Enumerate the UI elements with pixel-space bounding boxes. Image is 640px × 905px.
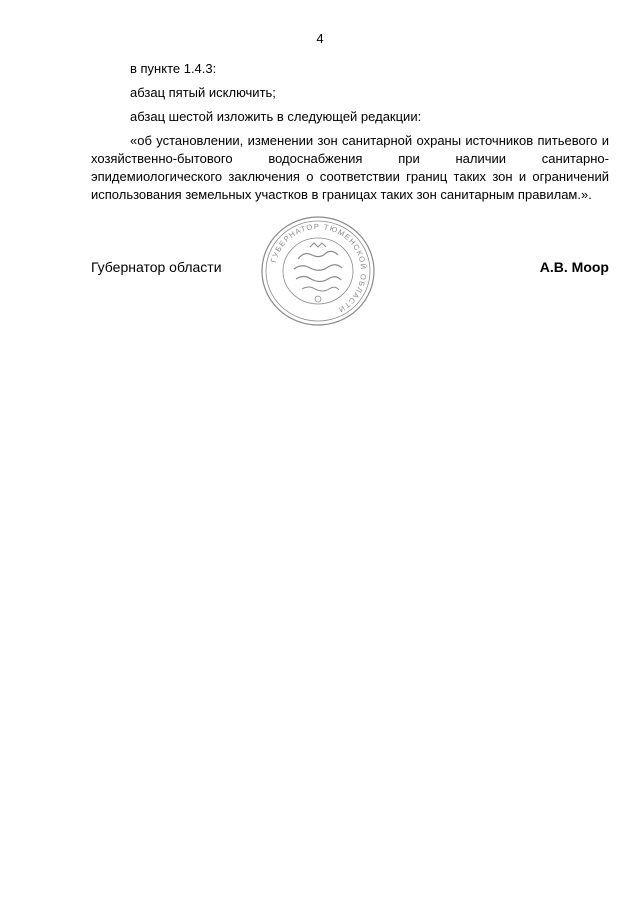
signer-title: Губернатор области xyxy=(91,259,222,275)
paragraph-item-clause: в пункте 1.4.3: xyxy=(130,61,217,76)
paragraph-new-wording: «об установлении, изменении зон санитарной охраны источников питьевого и хозяйственно-бытового водоснабжения при наличии санитарно-эпидемиологического заключения о соответствии границ таких зон и ограничений использования земельных участков в границах таких зон санитарным правилам.». xyxy=(91,133,609,202)
official-seal-icon xyxy=(260,215,376,327)
paragraph-exclude-fifth: абзац пятый исключить; xyxy=(130,85,276,100)
paragraph-sixth-edit: абзац шестой изложить в следующей редакции: xyxy=(130,109,422,124)
seal-ring-text: ГУБЕРНАТОР ТЮМЕНСКОЙ ОБЛАСТИ xyxy=(268,221,369,315)
document-body xyxy=(91,60,609,204)
signer-name: А.В. Моор xyxy=(539,259,609,275)
page-number: 4 xyxy=(316,31,324,46)
